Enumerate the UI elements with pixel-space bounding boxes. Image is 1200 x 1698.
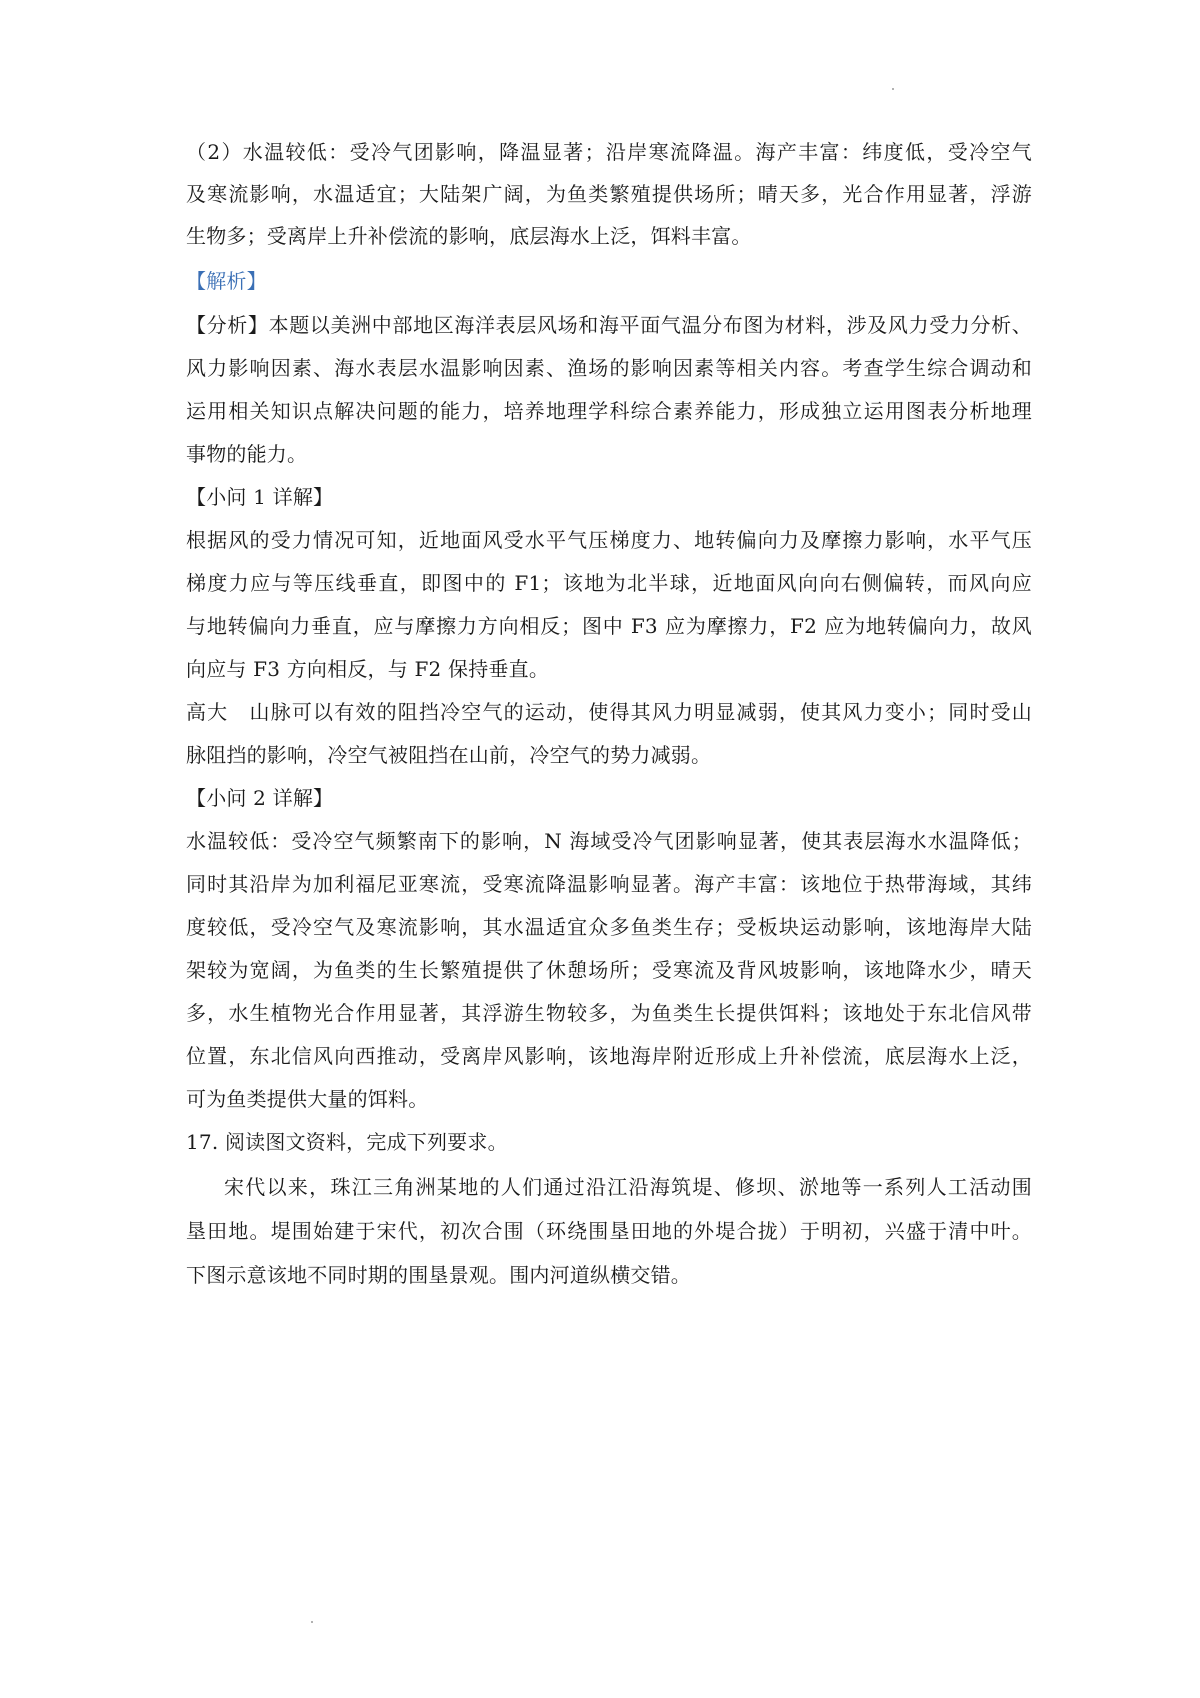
analysis-line: 风力影响因素、海水表层水温影响因素、渔场的影响因素等相关内容。考查学生综合调动和 [186,356,1032,380]
analysis-line: 事物的能力。 [186,442,308,466]
material-line: 垦田地。堤围始建于宋代，初次合围（环绕围垦田地的外堤合拢）于明初，兴盛于清中叶。 [186,1219,1032,1243]
q2-line: 可为鱼类提供大量的饵料。 [186,1087,429,1111]
q2-line: 同时其沿岸为加利福尼亚寒流，受寒流降温影响显著。海产丰富：该地位于热带海域，其纬 [186,872,1032,896]
analysis-line: 运用相关知识点解决问题的能力，培养地理学科综合素养能力，形成独立运用图表分析地理 [186,399,1032,423]
answer2-line: 生物多；受离岸上升补偿流的影响，底层海水上泛，饵料丰富。 [186,224,752,248]
q2-line: 多，水生植物光合作用显著，其浮游生物较多，为鱼类生长提供饵料；该地处于东北信风带 [186,1001,1032,1025]
q1-line: 与地转偏向力垂直，应与摩擦力方向相反；图中 F3 应为摩擦力，F2 应为地转偏向力，故风 [186,614,1032,638]
q2-heading: 【小问 2 详解】 [186,786,334,810]
q1-heading: 【小问 1 详解】 [186,485,334,509]
answer2-line: 及寒流影响，水温适宜；大陆架广阔，为鱼类繁殖提供场所；晴天多，光合作用显著，浮游 [186,182,1032,206]
q2-line: 度较低，受冷空气及寒流影响，其水温适宜众多鱼类生存；受板块运动影响，该地海岸大陆 [186,915,1032,939]
q1-line: 根据风的受力情况可知，近地面风受水平气压梯度力、地转偏向力及摩擦力影响，水平气压 [186,528,1032,552]
q1-line: 向应与 F3 方向相反，与 F2 保持垂直。 [186,657,550,681]
q1-line: 梯度力应与等压线垂直，即图中的 F1；该地为北半球，近地面风向向右侧偏转，而风向应 [186,571,1032,595]
question-17-prompt: 17. 阅读图文资料，完成下列要求。 [186,1130,508,1154]
answer2-line: （2）水温较低：受冷气团影响，降温显著；沿岸寒流降温。海产丰富：纬度低，受冷空气 [186,140,1032,164]
analysis-line: 【分析】本题以美洲中部地区海洋表层风场和海平面气温分布图为材料，涉及风力受力分析、 [186,313,1032,337]
scan-speck [311,1621,313,1623]
q2-line: 位置，东北信风向西推动，受离岸风影响，该地海岸附近形成上升补偿流，底层海水上泛， [186,1044,1032,1068]
scan-speck [892,88,894,90]
q2-line: 水温较低：受冷空气频繁南下的影响，N 海域受冷气团影响显著，使其表层海水水温降低； [186,829,1032,853]
q1-line: 脉阻挡的影响，冷空气被阻挡在山前，冷空气的势力减弱。 [186,743,712,767]
material-line: 宋代以来，珠江三角洲某地的人们通过沿江沿海筑堤、修坝、淤地等一系列人工活动围 [224,1175,1032,1199]
jiexi-heading: 【解析】 [186,269,267,293]
material-line: 下图示意该地不同时期的围垦景观。围内河道纵横交错。 [186,1263,691,1287]
q1-line: 高大 山脉可以有效的阻挡冷空气的运动，使得其风力明显减弱，使其风力变小；同时受山 [186,700,1032,724]
q2-line: 架较为宽阔，为鱼类的生长繁殖提供了休憩场所；受寒流及背风坡影响，该地降水少，晴天 [186,958,1032,982]
